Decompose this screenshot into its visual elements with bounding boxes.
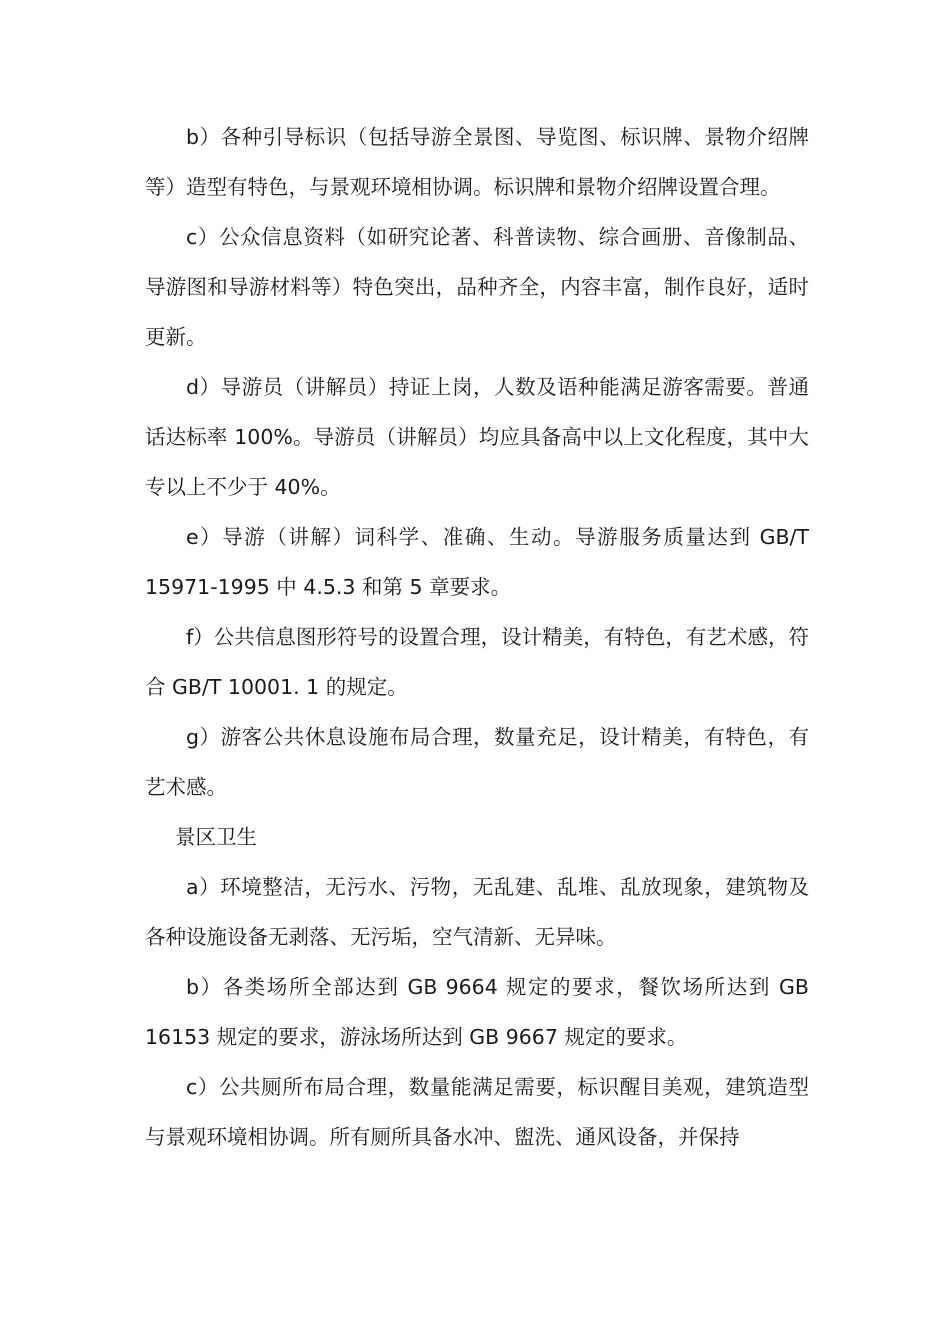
item-b-hygiene-standards: b）各类场所全部达到 GB 9664 规定的要求，餐饮场所达到 GB 16153 规定的要求，游泳场所达到 GB 9667 规定的要求。	[145, 975, 809, 1049]
item-b-guide-signs: b）各种引导标识（包括导游全景图、导览图、标识牌、景物介绍牌等）造型有特色，与景观环境相协调。标识牌和景物介绍牌设置合理。	[145, 125, 809, 199]
item-a-environment-clean: a）环境整洁，无污水、污物，无乱建、乱堆、乱放现象，建筑物及各种设施设备无剥落、无污垢，空气清新、无异味。	[145, 875, 809, 949]
item-d-tour-guides: d）导游员（讲解员）持证上岗，人数及语种能满足游客需要。普通话达标率 100%。导游员（讲解员）均应具备高中以上文化程度，其中大专以上不少于 40%。	[145, 375, 809, 499]
item-f-info-symbols: f）公共信息图形符号的设置合理，设计精美，有特色，有艺术感，符合 GB/T 10001. 1 的规定。	[145, 625, 809, 699]
item-c-public-info: c）公众信息资料（如研究论著、科普读物、综合画册、音像制品、导游图和导游材料等）特色突出，品种齐全，内容丰富，制作良好，适时更新。	[145, 225, 809, 349]
section-heading-scenic-hygiene: 景区卫生	[175, 825, 257, 849]
document-body	[145, 112, 809, 1162]
item-c-public-toilets: c）公共厕所布局合理，数量能满足需要，标识醒目美观，建筑造型与景观环境相协调。所有厕所具备水冲、盥洗、通风设备，并保持	[145, 1075, 809, 1149]
item-g-rest-facilities: g）游客公共休息设施布局合理，数量充足，设计精美，有特色，有艺术感。	[145, 725, 809, 799]
item-e-guide-commentary: e）导游（讲解）词科学、准确、生动。导游服务质量达到 GB/T 15971-1995 中 4.5.3 和第 5 章要求。	[145, 525, 809, 599]
